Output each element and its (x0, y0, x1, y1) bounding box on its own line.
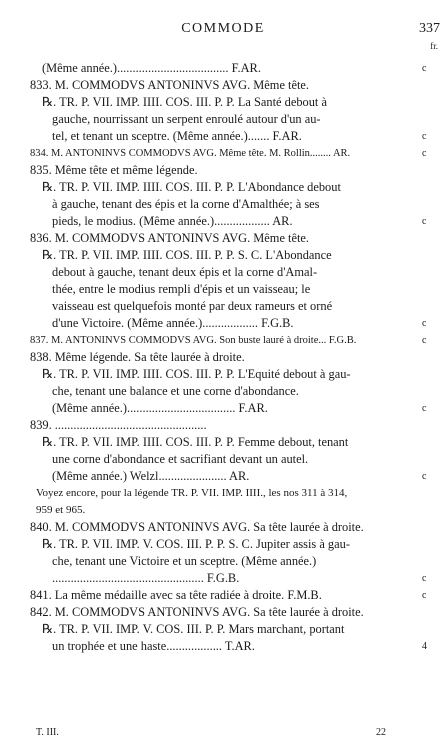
catalogue-line (52, 468, 427, 485)
sheet-number: 22 (376, 727, 386, 738)
catalogue-line (36, 485, 400, 502)
catalogue-line-text: ℞. TR. P. VII. IMP. V. COS. III. P. P. Mars marchant, portant (42, 622, 345, 636)
page-header (0, 2, 446, 51)
catalogue-line (30, 604, 400, 621)
rarity-value: c (422, 403, 427, 414)
catalogue-line-text: che, tenant une balance et une corne d'abondance. (52, 384, 299, 398)
catalogue-line-text: (Même année.)................................... F.AR. (52, 401, 268, 415)
catalogue-line-text: gauche, nourrissant un serpent enroulé autour d'un au- (52, 112, 321, 126)
catalogue-line-text: 835. Même tête et même légende. (30, 163, 198, 177)
catalogue-line (42, 366, 400, 383)
price-unit-label: fr. (430, 41, 438, 51)
catalogue-line-text: à gauche, tenant des épis et la corne d'Amalthée; à ses (52, 197, 320, 211)
catalogue-line (30, 417, 400, 434)
catalogue-line (30, 332, 427, 349)
catalogue-line (52, 196, 400, 213)
catalogue-line-text: ℞. TR. P. VII. IMP. IIII. COS. III. P. P. L'Equité debout à gau- (42, 367, 351, 381)
catalogue-line (30, 77, 400, 94)
catalogue-line-text: une corne d'abondance et sacrifiant devant un autel. (52, 452, 309, 466)
catalogue-line (52, 111, 400, 128)
catalogue-line (42, 94, 400, 111)
rarity-value: c (422, 573, 427, 584)
catalogue-line-text: 842. M. COMMODVS ANTONINVS AVG. Sa tête laurée à droite. (30, 605, 364, 619)
catalogue-line-text: tel, et tenant un sceptre. (Même année.)....... F.AR. (52, 129, 302, 143)
rarity-value: c (422, 148, 427, 159)
catalogue-line-text: un trophée et une haste.................. T.AR. (52, 639, 255, 653)
rarity-value: c (422, 590, 427, 601)
catalogue-line-text: Voyez encore, pour la légende TR. P. VII. IMP. IIII., les nos 311 à 314, (36, 487, 348, 499)
catalogue-line (52, 570, 427, 587)
catalogue-line-text: 838. Même légende. Sa tête laurée à droite. (30, 350, 245, 364)
catalogue-line-text: che, tenant une Victoire et un sceptre. (Même année.) (52, 554, 317, 568)
catalogue-line (42, 434, 400, 451)
running-title: COMMODE (181, 21, 265, 36)
catalogue-line-text: (Même année.) Welzl...................... AR. (52, 469, 250, 483)
rarity-value: c (422, 318, 427, 329)
catalogue-line (30, 230, 400, 247)
catalogue-line (52, 128, 427, 145)
catalogue-line-text: ℞. TR. P. VII. IMP. IIII. COS. III. P. P. L'Abondance debout (42, 180, 341, 194)
catalogue-line-text: 839. ................................................. (30, 418, 207, 432)
catalogue-line-text: thée, entre le modius rempli d'épis et un vaisseau; le (52, 282, 311, 296)
catalogue-line (30, 162, 400, 179)
catalogue-line (30, 349, 400, 366)
catalogue-line (42, 621, 400, 638)
catalogue-line-text: ℞. TR. P. VII. IMP. IIII. COS. III. P. P. Femme debout, tenant (42, 435, 349, 449)
volume-signature: T. III. (36, 727, 59, 738)
rarity-value: c (422, 131, 427, 142)
catalogue-line-text: debout à gauche, tenant deux épis et la corne d'Amal- (52, 265, 318, 279)
catalogue-line (30, 519, 400, 536)
page-number: 337 (419, 21, 440, 36)
catalogue-line (36, 502, 400, 519)
catalogue-line-text: d'une Victoire. (Même année.).................. F.G.B. (52, 316, 294, 330)
catalogue-line-text: 841. La même médaille avec sa tête radiée à droite. F.M.B. (30, 588, 322, 602)
catalogue-line (52, 400, 427, 417)
rarity-value: c (422, 471, 427, 482)
catalogue-line (52, 281, 400, 298)
catalogue-line-text: 837. M. ANTONINVS COMMODVS AVG. Son buste lauré à droite... F.G.B. (30, 335, 357, 346)
catalogue-line-text: 836. M. COMMODVS ANTONINVS AVG. Même tête. (30, 231, 310, 245)
rarity-value: c (422, 335, 427, 346)
catalogue-line-text: 833. M. COMMODVS ANTONINVS AVG. Même tête. (30, 78, 310, 92)
catalogue-line-text: ℞. TR. P. VII. IMP. IIII. COS. III. P. P. La Santé debout à (42, 95, 327, 109)
catalogue-line-text: (Même année.).................................... F.AR. (42, 61, 261, 75)
catalogue-line-text: vaisseau est quelquefois monté par deux rameurs et orné (52, 299, 333, 313)
catalogue-line (52, 383, 400, 400)
catalogue-line-text: pieds, le modius. (Même année.).................. AR. (52, 214, 293, 228)
catalogue-line (52, 553, 400, 570)
catalogue-line (42, 179, 400, 196)
catalogue-line-text: ℞. TR. P. VII. IMP. V. COS. III. P. P. S. C. Jupiter assis à gau- (42, 537, 350, 551)
catalogue-line (30, 145, 427, 162)
rarity-value: c (422, 216, 427, 227)
catalogue-line (52, 264, 400, 281)
catalogue-line (52, 638, 427, 655)
rarity-value: 4 (422, 641, 427, 652)
catalogue-line (30, 587, 427, 604)
catalogue-line-text: ................................................. F.G.B. (52, 571, 240, 585)
catalogue-line (52, 451, 400, 468)
catalogue-line-text: 834. M. ANTONINVS COMMODVS AVG. Même tête. M. Rollin........ AR. (30, 148, 351, 159)
catalogue-line (52, 298, 400, 315)
catalogue-entries (30, 60, 427, 655)
catalogue-line (52, 315, 427, 332)
catalogue-line-text: ℞. TR. P. VII. IMP. IIII. COS. III. P. P. S. C. L'Abondance (42, 248, 332, 262)
catalogue-line (42, 60, 427, 77)
catalogue-line (52, 213, 427, 230)
catalogue-line-text: 959 et 965. (36, 504, 86, 516)
catalogue-line (42, 536, 400, 553)
catalogue-line-text: 840. M. COMMODVS ANTONINVS AVG. Sa tête laurée à droite. (30, 520, 364, 534)
rarity-value: c (422, 63, 427, 74)
catalogue-line (42, 247, 400, 264)
